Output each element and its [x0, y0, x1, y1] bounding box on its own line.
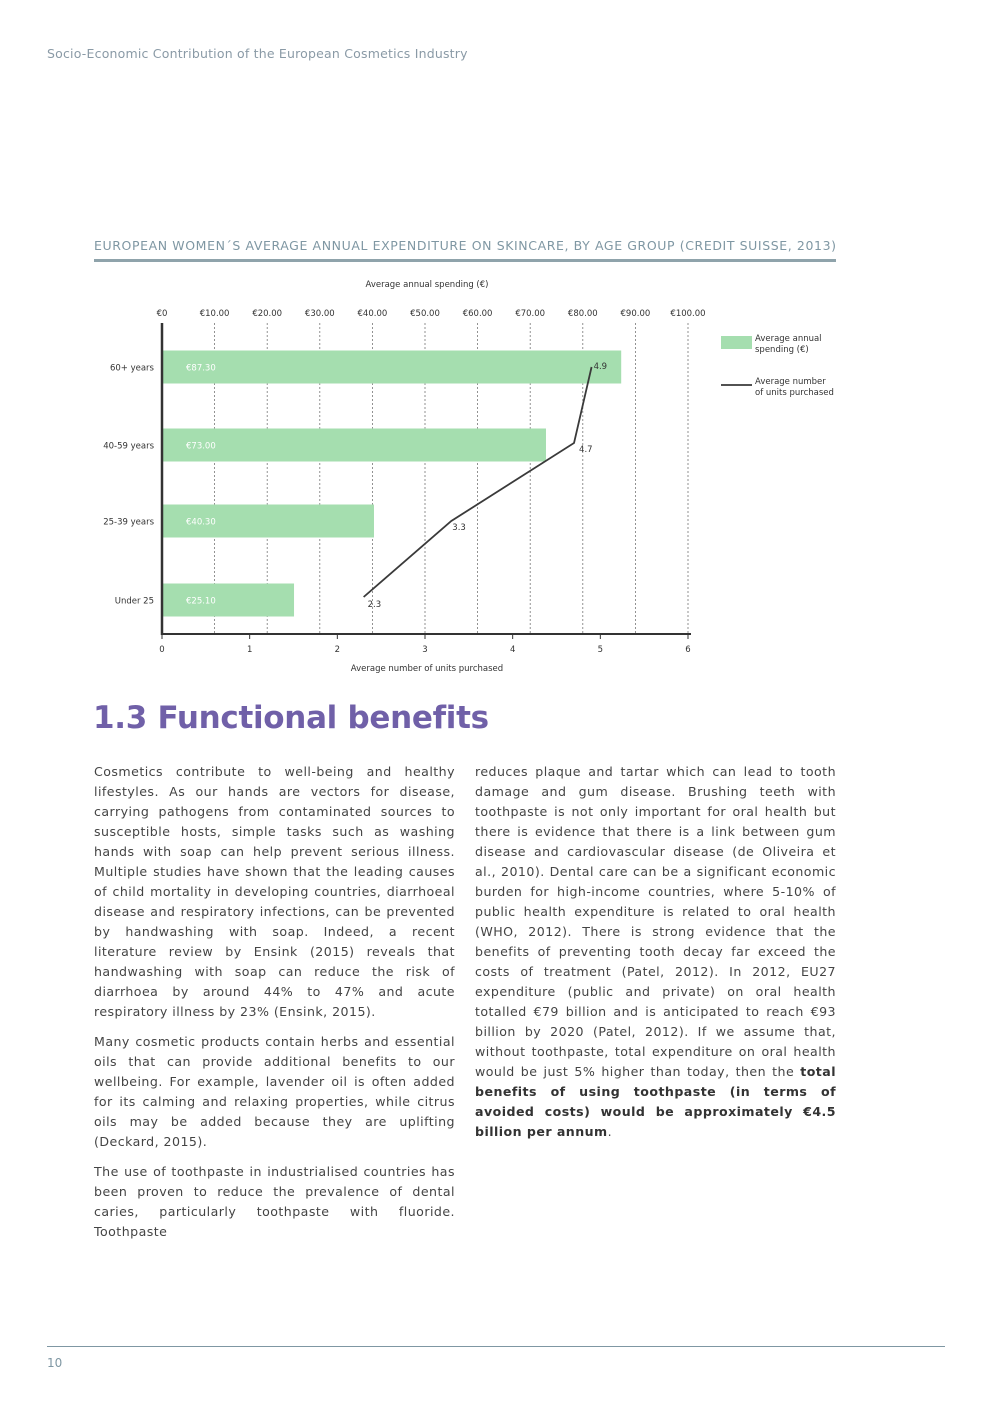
bottom-tick-label: 2	[334, 645, 341, 655]
paragraph-toothpaste: The use of toothpaste in industrialised countries has been proven to reduce the prevalence of dental caries, particularly toothpaste with fluoride. Toothpaste	[94, 1164, 455, 1239]
top-tick-label: €90.00	[620, 309, 651, 319]
units-value-label: 4.7	[579, 445, 593, 455]
top-tick-label: €30.00	[304, 309, 335, 319]
paragraph-handwashing: Cosmetics contribute to well-being and healthy lifestyles. As our hands are vectors for disease, carrying pathogens from contaminated sources to susceptible hosts, simple tasks such as washing hands with soap can help prevent serious illness. Multiple studies have shown that the leading causes of child mortality in developing countries, diarrhoeal disease and respiratory infections, can be prevented by handwashing with soap. Indeed, a recent literature review by Ensink (2015) reveals that handwashing with soap can reduce the risk of diarrhoea by around 44% to 47% and acute respiratory illness by 23% (Ensink, 2015).	[94, 764, 455, 1019]
oral-health-highlight: total benefits of using toothpaste (in terms of avoided costs) would be approximately €4.5 billion per annum	[475, 1064, 836, 1139]
units-line	[364, 367, 592, 597]
paragraph-oral-health	[475, 762, 836, 1142]
bottom-tick-label: 6	[685, 645, 691, 655]
bottom-tick-label: 0	[159, 645, 165, 655]
bars	[162, 351, 621, 617]
bottom-tick-label: 3	[422, 645, 428, 655]
running-title: Socio-Economic Contribution of the European Cosmetics Industry	[47, 46, 468, 61]
chart-legend	[721, 334, 834, 398]
bottom-axis-title: Average number of units purchased	[350, 664, 504, 674]
units-polyline	[364, 367, 592, 597]
top-tick-label: €50.00	[410, 309, 440, 319]
oral-health-end: .	[607, 1124, 613, 1139]
legend-label-units-1: Average number	[755, 377, 826, 387]
bottom-tick-label: 5	[597, 645, 604, 655]
bar-value-label: €87.30	[186, 363, 216, 374]
legend-label-spending-2: spending (€)	[755, 345, 809, 355]
top-tick-label: €40.00	[357, 309, 388, 319]
category-label: 40-59 years	[103, 441, 154, 452]
category-label: Under 25	[114, 596, 154, 607]
bar-value-label: €73.00	[186, 441, 216, 452]
bar-value-label: €40.30	[186, 517, 216, 528]
top-tick-label: €100.00	[670, 309, 706, 319]
category-label: 60+ years	[109, 363, 154, 374]
top-tick-label: €0	[156, 309, 168, 319]
units-value-label: 3.3	[452, 523, 466, 533]
top-tick-label: €80.00	[567, 309, 598, 319]
paragraph-essential-oils: Many cosmetic products contain herbs and essential oils that can provide additional benefits to our wellbeing. For example, lavender oil is often added for its calming and relaxing properties, while citrus oils may be added because they are uplifting (Deckard, 2015).	[94, 1034, 455, 1149]
top-axis-title: Average annual spending (€)	[365, 280, 489, 290]
body-column-left	[94, 762, 455, 1252]
top-tick-label: €70.00	[515, 309, 546, 319]
legend-label-spending-1: Average annual	[755, 334, 822, 344]
top-tick-label: €60.00	[462, 309, 493, 319]
category-label: 25-39 years	[103, 517, 154, 528]
top-tick-label: €10.00	[199, 309, 230, 319]
top-tick-label: €20.00	[252, 309, 283, 319]
units-value-label: 4.9	[593, 362, 608, 372]
body-column-right	[475, 762, 836, 1152]
units-value-label: 2.3	[367, 600, 382, 610]
section-heading: 1.3 Functional benefits	[93, 700, 489, 736]
bottom-tick-label: 1	[246, 645, 253, 655]
chart-title: EUROPEAN WOMEN´S AVERAGE ANNUAL EXPENDITURE ON SKINCARE, BY AGE GROUP (CREDIT SUISSE, 2013)	[94, 238, 837, 253]
expenditure-chart	[0, 0, 992, 700]
footer-rule	[47, 1346, 945, 1347]
bar-under-25	[162, 584, 294, 617]
bar-60-years	[162, 351, 621, 384]
bar-40-59-years	[162, 429, 546, 462]
legend-swatch-spending	[721, 336, 752, 349]
legend-label-units-2: of units purchased	[755, 388, 834, 398]
bottom-tick-label: 4	[509, 645, 516, 655]
bar-value-label: €25.10	[186, 596, 216, 607]
oral-health-text: reduces plaque and tartar which can lead to tooth damage and gum disease. Brushing teeth with toothpaste is not only important for oral health but there is evidence that there is a link between gum disease and cardiovascular disease (de Oliveira et al., 2010). Dental care can be a significant economic burden for high-income countries, where 5-10% of public health expenditure is related to oral health (WHO, 2012). There is strong evidence that the benefits of preventing tooth decay far exceed the costs of treatment (Patel, 2012). In 2012, EU27 expenditure (public and private) on oral health totalled €79 billion and is anticipated to reach €93 billion by 2020 (Patel, 2012). If we assume that, without toothpaste, total expenditure on oral health would be just 5% higher than today, then the	[475, 764, 836, 1079]
page-number: 10	[47, 1356, 63, 1370]
